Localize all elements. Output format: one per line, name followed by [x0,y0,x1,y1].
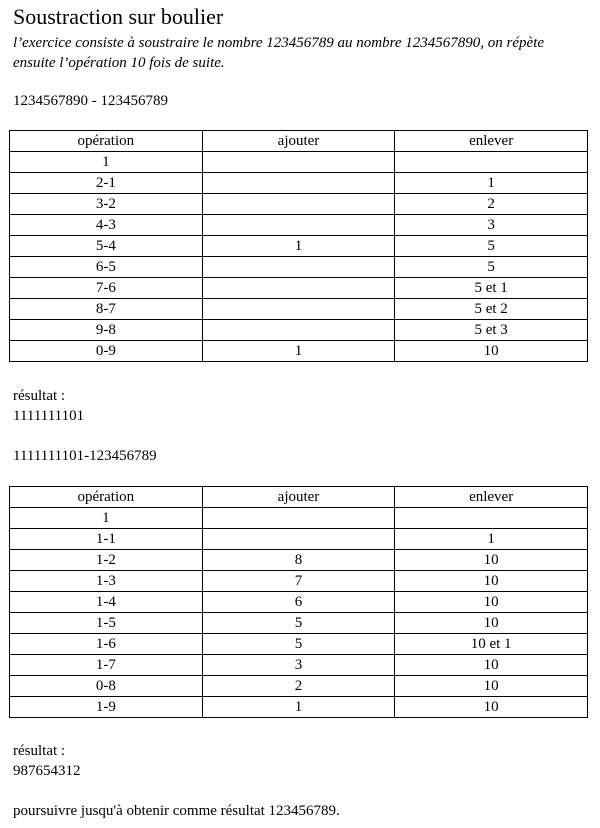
cell-ajouter: 5 [202,634,395,655]
cell-enlever: 1 [395,529,588,550]
cell-enlever: 10 [395,550,588,571]
result-label-2: résultat : [13,743,66,759]
cell-ajouter [202,278,395,299]
cell-ajouter [202,152,395,173]
table-row [10,341,588,362]
table-row [10,320,588,341]
table-row [10,571,588,592]
cell-enlever: 10 [395,655,588,676]
cell-ajouter [202,320,395,341]
cell-operation: 1-1 [10,529,203,550]
cell-operation: 4-3 [10,215,203,236]
cell-ajouter [202,299,395,320]
cell-operation: 5-4 [10,236,203,257]
cell-operation: 0-8 [10,676,203,697]
table-row [10,550,588,571]
cell-operation: 1 [10,152,203,173]
cell-ajouter [202,194,395,215]
cell-enlever: 10 [395,613,588,634]
cell-ajouter [202,173,395,194]
page-title: Soustraction sur boulier [13,4,224,29]
cell-operation: 9-8 [10,320,203,341]
cell-ajouter: 3 [202,655,395,676]
cell-operation: 1 [10,508,203,529]
table-row [10,529,588,550]
table-header-row [10,131,588,152]
cell-ajouter [202,508,395,529]
cell-operation: 6-5 [10,257,203,278]
cell-operation: 1-9 [10,697,203,718]
cell-operation: 1-2 [10,550,203,571]
cell-ajouter [202,215,395,236]
cell-operation: 2-1 [10,173,203,194]
result-value-1: 1111111101 [13,408,85,424]
table-row [10,613,588,634]
table-header-row [10,487,588,508]
table-row [10,194,588,215]
table-row [10,655,588,676]
table-row [10,278,588,299]
cell-ajouter: 1 [202,697,395,718]
table-row [10,592,588,613]
cell-operation: 1-6 [10,634,203,655]
cell-operation: 1-3 [10,571,203,592]
cell-ajouter: 7 [202,571,395,592]
header-enlever: enlever [395,131,588,152]
header-enlever: enlever [395,487,588,508]
cell-ajouter [202,257,395,278]
cell-enlever: 10 [395,697,588,718]
result-label-1: résultat : [13,388,66,404]
cell-operation: 3-2 [10,194,203,215]
cell-enlever: 2 [395,194,588,215]
expression-1: 1234567890 - 123456789 [13,93,168,109]
table-row [10,697,588,718]
table-row [10,257,588,278]
cell-operation: 1-5 [10,613,203,634]
operations-table-2 [9,486,588,718]
cell-enlever: 5 et 1 [395,278,588,299]
cell-enlever: 10 [395,592,588,613]
table-row [10,152,588,173]
table-row [10,299,588,320]
cell-enlever: 5 [395,236,588,257]
cell-operation: 0-9 [10,341,203,362]
table-row [10,173,588,194]
cell-operation: 7-6 [10,278,203,299]
cell-ajouter: 2 [202,676,395,697]
cell-operation: 1-7 [10,655,203,676]
result-value-2: 987654312 [13,763,81,779]
table-row [10,676,588,697]
cell-enlever: 10 [395,571,588,592]
cell-operation: 1-4 [10,592,203,613]
cell-ajouter: 5 [202,613,395,634]
cell-ajouter: 6 [202,592,395,613]
cell-enlever: 10 et 1 [395,634,588,655]
table-row [10,634,588,655]
intro-text: l’exercice consiste à soustraire le nombre 123456789 au nombre 1234567890, on répète ensuite l’opération 10 fois de suite. [13,35,545,71]
cell-ajouter: 1 [202,341,395,362]
cell-enlever: 3 [395,215,588,236]
cell-ajouter: 8 [202,550,395,571]
header-ajouter: ajouter [202,487,395,508]
table-row [10,215,588,236]
table-row [10,508,588,529]
cell-enlever [395,508,588,529]
cell-ajouter: 1 [202,236,395,257]
cell-enlever: 5 et 2 [395,299,588,320]
operations-table-1 [9,130,588,362]
cell-ajouter [202,529,395,550]
footer-instruction: poursuivre jusqu'à obtenir comme résultat 123456789. [13,803,340,819]
cell-enlever: 5 et 3 [395,320,588,341]
cell-operation: 8-7 [10,299,203,320]
cell-enlever [395,152,588,173]
cell-enlever: 10 [395,676,588,697]
table-row [10,236,588,257]
cell-enlever: 10 [395,341,588,362]
header-ajouter: ajouter [202,131,395,152]
header-operation: opération [10,487,203,508]
header-operation: opération [10,131,203,152]
cell-enlever: 5 [395,257,588,278]
expression-2: 1111111101-123456789 [13,448,157,464]
cell-enlever: 1 [395,173,588,194]
